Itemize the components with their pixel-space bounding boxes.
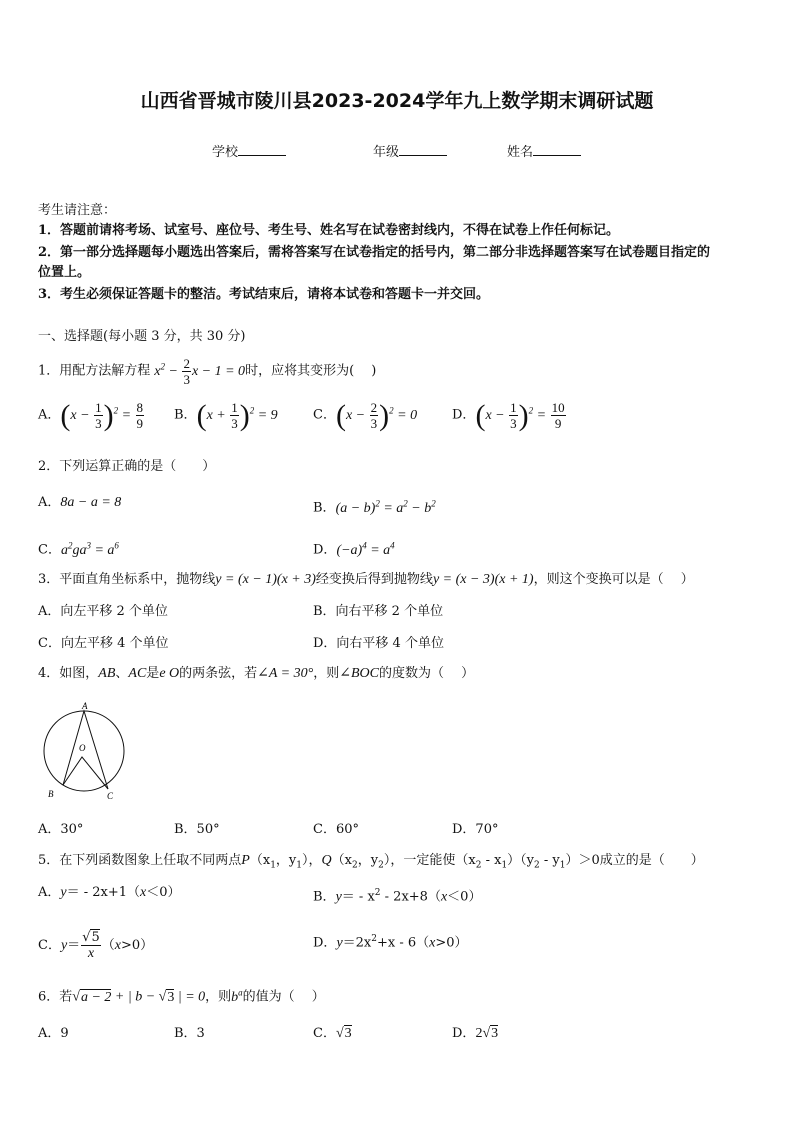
question-1: 1．用配方法解方程 $x^2$ − $\frac{2}{3}$ x − 1 = 0时，应将其变形为( ) bbox=[38, 356, 377, 387]
q5-option-b[interactable]: B．$y= - x^2 - 2x+8(x<0)$ bbox=[313, 888, 482, 905]
q4-option-d[interactable]: D．70° bbox=[452, 822, 499, 837]
q3-option-d[interactable]: D．向右平移 4 个单位 bbox=[313, 636, 444, 651]
question-3: 3．平面直角坐标系中，抛物线y = (x − 1)(x + 3)经变换后得到抛物线y = (x − 3)(x + 1)，则这个变换可以是（ ） bbox=[38, 572, 694, 587]
q3-option-b[interactable]: B．向右平移 2 个单位 bbox=[313, 604, 444, 619]
q6-option-c[interactable]: C．√3 bbox=[313, 1026, 352, 1041]
q6-option-a[interactable]: A．9 bbox=[38, 1026, 69, 1041]
fig-label-b: B bbox=[48, 789, 54, 799]
question-5: 5．在下列函数图象上任取不同两点$P(x_1$，$y_1$），$Q(x_2$，$y_2$），一定能使$(x_2 - x_1)(y_2 - y_1)>0$成立的是（ ） bbox=[38, 853, 704, 871]
q3-option-a[interactable]: A．向左平移 2 个单位 bbox=[38, 604, 168, 619]
q2-option-d[interactable]: D．$(-a)^4 = a^4$ bbox=[313, 540, 395, 558]
fig-label-o: O bbox=[79, 743, 86, 753]
section-heading: 一、选择题(每小题 3 分，共 30 分) bbox=[38, 329, 246, 344]
q2-option-a[interactable]: A．8a − a = 8 bbox=[38, 495, 122, 510]
fig-label-a: A bbox=[82, 701, 88, 711]
notice-item-2: 2．第一部分选择题每小题选出答案后，需将答案写在试卷指定的括号内，第二部分非选择题答案写在试卷题目指定的 bbox=[38, 245, 711, 260]
fig-label-c: C bbox=[107, 791, 114, 801]
q3-option-c[interactable]: C．向左平移 4 个单位 bbox=[38, 636, 169, 651]
q6-option-b[interactable]: B．3 bbox=[174, 1026, 205, 1041]
q4-option-a[interactable]: A．30° bbox=[38, 822, 84, 837]
question-6: 6．若√a − 2 + | b − √3 | = 0，则$b^a$的值为（ ） bbox=[38, 987, 325, 1005]
q4-option-b[interactable]: B．50° bbox=[174, 822, 220, 837]
q2-option-c[interactable]: C．$a^2ga^3 = a^6$ bbox=[38, 540, 119, 558]
q4-option-c[interactable]: C．60° bbox=[313, 822, 359, 837]
q1-option-b[interactable]: B．(x + $\frac{1}{3}$ )$^2$ = 9 bbox=[174, 398, 278, 432]
q5-option-a[interactable]: A．y＝ - 2x+1（x＜0） bbox=[38, 885, 181, 900]
circle-diagram bbox=[36, 699, 136, 807]
page-title: 山西省晋城市陵川县2023-2024学年九上数学期末调研试题 bbox=[140, 90, 654, 112]
q6-option-d[interactable]: D．2√3 bbox=[452, 1026, 499, 1041]
q5-option-d[interactable]: D．$y=2x^2+x - 6(x>0)$ bbox=[313, 934, 468, 951]
grade-field[interactable]: 年级 bbox=[373, 141, 447, 160]
question-2: 2．下列运算正确的是（ ） bbox=[38, 459, 216, 474]
notice-item-2-cont: 位置上。 bbox=[38, 265, 91, 280]
q1-option-a[interactable]: A．(x − $\frac{1}{3}$ )$^2$ = $\frac{8}{9}$ bbox=[38, 398, 144, 432]
q1-option-c[interactable]: C．(x − $\frac{2}{3}$ )$^2$ = 0 bbox=[313, 398, 418, 432]
q1-option-d[interactable]: D．(x − $\frac{1}{3}$ )$^2$ = $\frac{10}{9}$ bbox=[452, 398, 565, 432]
name-field[interactable]: 姓名 bbox=[507, 141, 581, 160]
q5-option-c[interactable]: C．y＝ $\frac{√5}{x}$ （x>0） bbox=[38, 930, 154, 961]
notice-item-1: 1．答题前请将考场、试室号、座位号、考生号、姓名写在试卷密封线内，不得在试卷上作任何标记。 bbox=[38, 223, 620, 238]
notice-heading: 考生请注意： bbox=[38, 203, 117, 218]
question-4: 4．如图，AB、AC是e O的两条弦，若∠A = 30°，则∠BOC的度数为（ ） bbox=[38, 666, 475, 681]
q2-option-b[interactable]: B．$(a - b)^2 = a^2 - b^2$ bbox=[313, 498, 436, 516]
notice-item-3: 3．考生必须保证答题卡的整洁。考试结束后，请将本试卷和答题卡一并交回。 bbox=[38, 287, 490, 302]
school-field[interactable]: 学校 bbox=[212, 141, 286, 160]
